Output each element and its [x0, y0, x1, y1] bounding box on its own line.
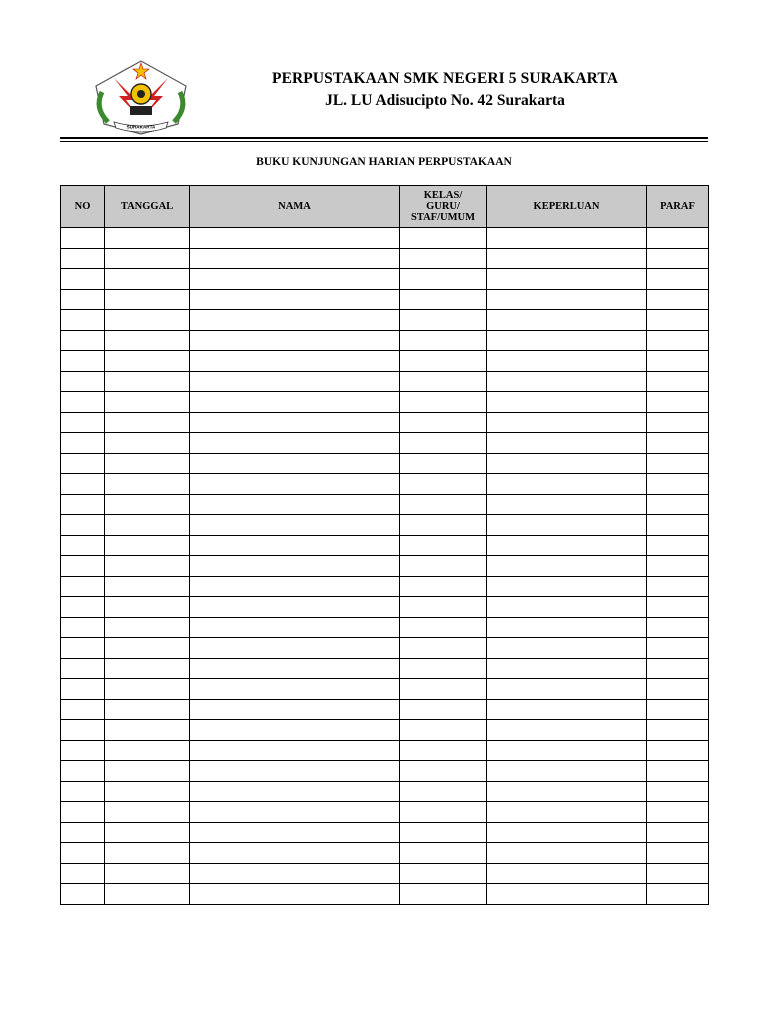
cell-nama[interactable] — [190, 658, 400, 679]
cell-tanggal[interactable] — [105, 679, 190, 700]
cell-kelas[interactable] — [400, 884, 487, 905]
cell-keperluan[interactable] — [487, 576, 647, 597]
cell-nama[interactable] — [190, 597, 400, 618]
col-kelas-line-1: KELAS/ — [423, 190, 463, 201]
cell-kelas[interactable] — [400, 761, 487, 782]
table-row — [61, 843, 709, 864]
cell-tanggal[interactable] — [105, 474, 190, 495]
table-row — [61, 310, 709, 331]
cell-tanggal[interactable] — [105, 617, 190, 638]
cell-paraf[interactable] — [647, 412, 709, 433]
table-row — [61, 638, 709, 659]
cell-no[interactable] — [61, 371, 105, 392]
cell-tanggal[interactable] — [105, 638, 190, 659]
cell-tanggal[interactable] — [105, 658, 190, 679]
cell-keperluan[interactable] — [487, 617, 647, 638]
cell-nama[interactable] — [190, 494, 400, 515]
cell-nama[interactable] — [190, 228, 400, 249]
cell-tanggal[interactable] — [105, 248, 190, 269]
cell-keperluan[interactable] — [487, 556, 647, 577]
cell-keperluan[interactable] — [487, 658, 647, 679]
cell-tanggal[interactable] — [105, 515, 190, 536]
table-row — [61, 228, 709, 249]
cell-nama[interactable] — [190, 310, 400, 331]
col-keperluan-header: KEPERLUAN — [487, 186, 647, 228]
cell-nama[interactable] — [190, 761, 400, 782]
cell-nama[interactable] — [190, 433, 400, 454]
cell-keperluan[interactable] — [487, 781, 647, 802]
cell-paraf[interactable] — [647, 761, 709, 782]
cell-kelas[interactable] — [400, 556, 487, 577]
cell-paraf[interactable] — [647, 699, 709, 720]
cell-nama[interactable] — [190, 535, 400, 556]
cell-tanggal[interactable] — [105, 843, 190, 864]
cell-no[interactable] — [61, 740, 105, 761]
cell-kelas[interactable] — [400, 269, 487, 290]
cell-tanggal[interactable] — [105, 699, 190, 720]
table-row — [61, 658, 709, 679]
cell-paraf[interactable] — [647, 269, 709, 290]
cell-paraf[interactable] — [647, 679, 709, 700]
cell-nama[interactable] — [190, 330, 400, 351]
cell-nama[interactable] — [190, 576, 400, 597]
cell-keperluan[interactable] — [487, 679, 647, 700]
cell-paraf[interactable] — [647, 843, 709, 864]
table-row — [61, 289, 709, 310]
cell-no[interactable] — [61, 433, 105, 454]
cell-keperluan[interactable] — [487, 802, 647, 823]
cell-no[interactable] — [61, 802, 105, 823]
cell-nama[interactable] — [190, 802, 400, 823]
cell-tanggal[interactable] — [105, 535, 190, 556]
table-row — [61, 433, 709, 454]
cell-kelas[interactable] — [400, 822, 487, 843]
cell-no[interactable] — [61, 822, 105, 843]
cell-keperluan[interactable] — [487, 699, 647, 720]
cell-nama[interactable] — [190, 556, 400, 577]
cell-paraf[interactable] — [647, 351, 709, 372]
cell-tanggal[interactable] — [105, 822, 190, 843]
cell-nama[interactable] — [190, 884, 400, 905]
cell-nama[interactable] — [190, 740, 400, 761]
cell-no[interactable] — [61, 617, 105, 638]
cell-keperluan[interactable] — [487, 330, 647, 351]
cell-kelas[interactable] — [400, 720, 487, 741]
col-kelas-header — [400, 186, 487, 228]
cell-tanggal[interactable] — [105, 289, 190, 310]
cell-tanggal[interactable] — [105, 228, 190, 249]
table-row — [61, 371, 709, 392]
cell-no[interactable] — [61, 699, 105, 720]
cell-kelas[interactable] — [400, 740, 487, 761]
cell-kelas[interactable] — [400, 597, 487, 618]
cell-keperluan[interactable] — [487, 494, 647, 515]
cell-paraf[interactable] — [647, 720, 709, 741]
cell-paraf[interactable] — [647, 597, 709, 618]
cell-keperluan[interactable] — [487, 392, 647, 413]
letterhead — [205, 68, 685, 112]
cell-nama[interactable] — [190, 699, 400, 720]
cell-no[interactable] — [61, 310, 105, 331]
cell-no[interactable] — [61, 597, 105, 618]
table-row — [61, 535, 709, 556]
table-row — [61, 802, 709, 823]
cell-tanggal[interactable] — [105, 494, 190, 515]
cell-keperluan[interactable] — [487, 863, 647, 884]
cell-nama[interactable] — [190, 269, 400, 290]
table-row — [61, 761, 709, 782]
cell-kelas[interactable] — [400, 412, 487, 433]
table-row — [61, 494, 709, 515]
cell-no[interactable] — [61, 228, 105, 249]
cell-paraf[interactable] — [647, 535, 709, 556]
col-kelas-line-2: GURU/ — [426, 201, 460, 212]
table-row — [61, 556, 709, 577]
cell-kelas[interactable] — [400, 474, 487, 495]
cell-kelas[interactable] — [400, 515, 487, 536]
logo-text: SURAKARTA — [126, 124, 156, 130]
cell-tanggal[interactable] — [105, 330, 190, 351]
cell-paraf[interactable] — [647, 638, 709, 659]
cell-tanggal[interactable] — [105, 884, 190, 905]
cell-tanggal[interactable] — [105, 576, 190, 597]
table-row — [61, 412, 709, 433]
cell-keperluan[interactable] — [487, 535, 647, 556]
col-paraf-header: PARAF — [647, 186, 709, 228]
col-kelas-line-3: STAF/UMUM — [411, 212, 475, 223]
cell-no[interactable] — [61, 289, 105, 310]
cell-kelas[interactable] — [400, 310, 487, 331]
cell-no[interactable] — [61, 535, 105, 556]
table-row — [61, 474, 709, 495]
cell-kelas[interactable] — [400, 535, 487, 556]
table-row — [61, 597, 709, 618]
cell-kelas[interactable] — [400, 843, 487, 864]
table-row — [61, 740, 709, 761]
header-divider-thin — [60, 141, 708, 142]
table-row — [61, 863, 709, 884]
cell-no[interactable] — [61, 351, 105, 372]
cell-paraf[interactable] — [647, 371, 709, 392]
cell-tanggal[interactable] — [105, 412, 190, 433]
cell-kelas[interactable] — [400, 576, 487, 597]
cell-keperluan[interactable] — [487, 289, 647, 310]
col-no-header: NO — [61, 186, 105, 228]
cell-no[interactable] — [61, 761, 105, 782]
table-row — [61, 453, 709, 474]
cell-nama[interactable] — [190, 289, 400, 310]
cell-no[interactable] — [61, 453, 105, 474]
cell-nama[interactable] — [190, 822, 400, 843]
cell-paraf[interactable] — [647, 515, 709, 536]
table-row — [61, 392, 709, 413]
cell-nama[interactable] — [190, 453, 400, 474]
cell-kelas[interactable] — [400, 228, 487, 249]
cell-keperluan[interactable] — [487, 884, 647, 905]
cell-paraf[interactable] — [647, 863, 709, 884]
cell-nama[interactable] — [190, 679, 400, 700]
cell-no[interactable] — [61, 330, 105, 351]
cell-no[interactable] — [61, 392, 105, 413]
table-row — [61, 884, 709, 905]
cell-paraf[interactable] — [647, 617, 709, 638]
cell-tanggal[interactable] — [105, 269, 190, 290]
cell-tanggal[interactable] — [105, 863, 190, 884]
cell-paraf[interactable] — [647, 802, 709, 823]
cell-paraf[interactable] — [647, 556, 709, 577]
cell-tanggal[interactable] — [105, 802, 190, 823]
cell-nama[interactable] — [190, 248, 400, 269]
cell-no[interactable] — [61, 576, 105, 597]
cell-nama[interactable] — [190, 351, 400, 372]
table-row — [61, 781, 709, 802]
cell-keperluan[interactable] — [487, 433, 647, 454]
cell-keperluan[interactable] — [487, 740, 647, 761]
cell-keperluan[interactable] — [487, 351, 647, 372]
table-row — [61, 515, 709, 536]
cell-no[interactable] — [61, 843, 105, 864]
cell-nama[interactable] — [190, 781, 400, 802]
cell-nama[interactable] — [190, 617, 400, 638]
cell-keperluan[interactable] — [487, 597, 647, 618]
cell-nama[interactable] — [190, 392, 400, 413]
table-row — [61, 617, 709, 638]
cell-no[interactable] — [61, 781, 105, 802]
cell-no[interactable] — [61, 556, 105, 577]
cell-tanggal[interactable] — [105, 740, 190, 761]
cell-paraf[interactable] — [647, 884, 709, 905]
cell-kelas[interactable] — [400, 699, 487, 720]
header-address: JL. LU Adisucipto No. 42 Surakarta — [325, 92, 565, 109]
cell-paraf[interactable] — [647, 494, 709, 515]
cell-kelas[interactable] — [400, 679, 487, 700]
table-header-row — [61, 186, 709, 228]
cell-nama[interactable] — [190, 371, 400, 392]
cell-kelas[interactable] — [400, 453, 487, 474]
cell-kelas[interactable] — [400, 617, 487, 638]
cell-keperluan[interactable] — [487, 248, 647, 269]
cell-paraf[interactable] — [647, 392, 709, 413]
cell-no[interactable] — [61, 494, 105, 515]
table-row — [61, 351, 709, 372]
cell-paraf[interactable] — [647, 474, 709, 495]
cell-nama[interactable] — [190, 843, 400, 864]
table-row — [61, 720, 709, 741]
cell-kelas[interactable] — [400, 802, 487, 823]
cell-nama[interactable] — [190, 474, 400, 495]
cell-kelas[interactable] — [400, 494, 487, 515]
cell-no[interactable] — [61, 638, 105, 659]
cell-no[interactable] — [61, 720, 105, 741]
col-nama-header: NAMA — [190, 186, 400, 228]
cell-no[interactable] — [61, 863, 105, 884]
visitor-log-table — [60, 185, 709, 905]
cell-nama[interactable] — [190, 720, 400, 741]
cell-keperluan[interactable] — [487, 720, 647, 741]
cell-no[interactable] — [61, 679, 105, 700]
table-row — [61, 330, 709, 351]
cell-paraf[interactable] — [647, 433, 709, 454]
table-row — [61, 248, 709, 269]
cell-tanggal[interactable] — [105, 781, 190, 802]
cell-paraf[interactable] — [647, 453, 709, 474]
table-row — [61, 269, 709, 290]
cell-nama[interactable] — [190, 638, 400, 659]
cell-no[interactable] — [61, 412, 105, 433]
cell-paraf[interactable] — [647, 658, 709, 679]
col-tanggal-header: TANGGAL — [105, 186, 190, 228]
document-title: BUKU KUNJUNGAN HARIAN PERPUSTAKAAN — [256, 156, 512, 168]
cell-kelas[interactable] — [400, 392, 487, 413]
cell-paraf[interactable] — [647, 310, 709, 331]
header-title: PERPUSTAKAAN SMK NEGERI 5 SURAKARTA — [272, 70, 618, 87]
cell-keperluan[interactable] — [487, 638, 647, 659]
cell-keperluan[interactable] — [487, 228, 647, 249]
cell-kelas[interactable] — [400, 248, 487, 269]
cell-keperluan[interactable] — [487, 453, 647, 474]
table-body — [61, 228, 709, 905]
school-logo — [86, 56, 196, 138]
cell-paraf[interactable] — [647, 740, 709, 761]
cell-kelas[interactable] — [400, 638, 487, 659]
cell-kelas[interactable] — [400, 330, 487, 351]
cell-kelas[interactable] — [400, 289, 487, 310]
cell-no[interactable] — [61, 884, 105, 905]
cell-paraf[interactable] — [647, 330, 709, 351]
cell-keperluan[interactable] — [487, 412, 647, 433]
cell-tanggal[interactable] — [105, 453, 190, 474]
cell-keperluan[interactable] — [487, 310, 647, 331]
cell-tanggal[interactable] — [105, 351, 190, 372]
cell-tanggal[interactable] — [105, 556, 190, 577]
cell-keperluan[interactable] — [487, 515, 647, 536]
cell-tanggal[interactable] — [105, 761, 190, 782]
cell-paraf[interactable] — [647, 248, 709, 269]
cell-paraf[interactable] — [647, 289, 709, 310]
cell-tanggal[interactable] — [105, 392, 190, 413]
cell-kelas[interactable] — [400, 433, 487, 454]
cell-kelas[interactable] — [400, 781, 487, 802]
cell-paraf[interactable] — [647, 822, 709, 843]
cell-keperluan[interactable] — [487, 474, 647, 495]
table-row — [61, 699, 709, 720]
cell-paraf[interactable] — [647, 781, 709, 802]
cell-no[interactable] — [61, 269, 105, 290]
cell-tanggal[interactable] — [105, 371, 190, 392]
cell-paraf[interactable] — [647, 228, 709, 249]
cell-nama[interactable] — [190, 412, 400, 433]
cell-kelas[interactable] — [400, 863, 487, 884]
cell-keperluan[interactable] — [487, 761, 647, 782]
cell-tanggal[interactable] — [105, 597, 190, 618]
cell-no[interactable] — [61, 515, 105, 536]
cell-tanggal[interactable] — [105, 433, 190, 454]
cell-nama[interactable] — [190, 863, 400, 884]
cell-no[interactable] — [61, 248, 105, 269]
table-row — [61, 822, 709, 843]
cell-tanggal[interactable] — [105, 720, 190, 741]
cell-no[interactable] — [61, 658, 105, 679]
cell-paraf[interactable] — [647, 576, 709, 597]
cell-keperluan[interactable] — [487, 822, 647, 843]
table-row — [61, 576, 709, 597]
header-divider-thick — [60, 137, 708, 139]
cell-tanggal[interactable] — [105, 310, 190, 331]
cell-keperluan[interactable] — [487, 269, 647, 290]
cell-kelas[interactable] — [400, 658, 487, 679]
cell-nama[interactable] — [190, 515, 400, 536]
cell-kelas[interactable] — [400, 351, 487, 372]
cell-keperluan[interactable] — [487, 843, 647, 864]
cell-keperluan[interactable] — [487, 371, 647, 392]
cell-kelas[interactable] — [400, 371, 487, 392]
logo-book — [130, 106, 152, 115]
table-row — [61, 679, 709, 700]
cell-no[interactable] — [61, 474, 105, 495]
